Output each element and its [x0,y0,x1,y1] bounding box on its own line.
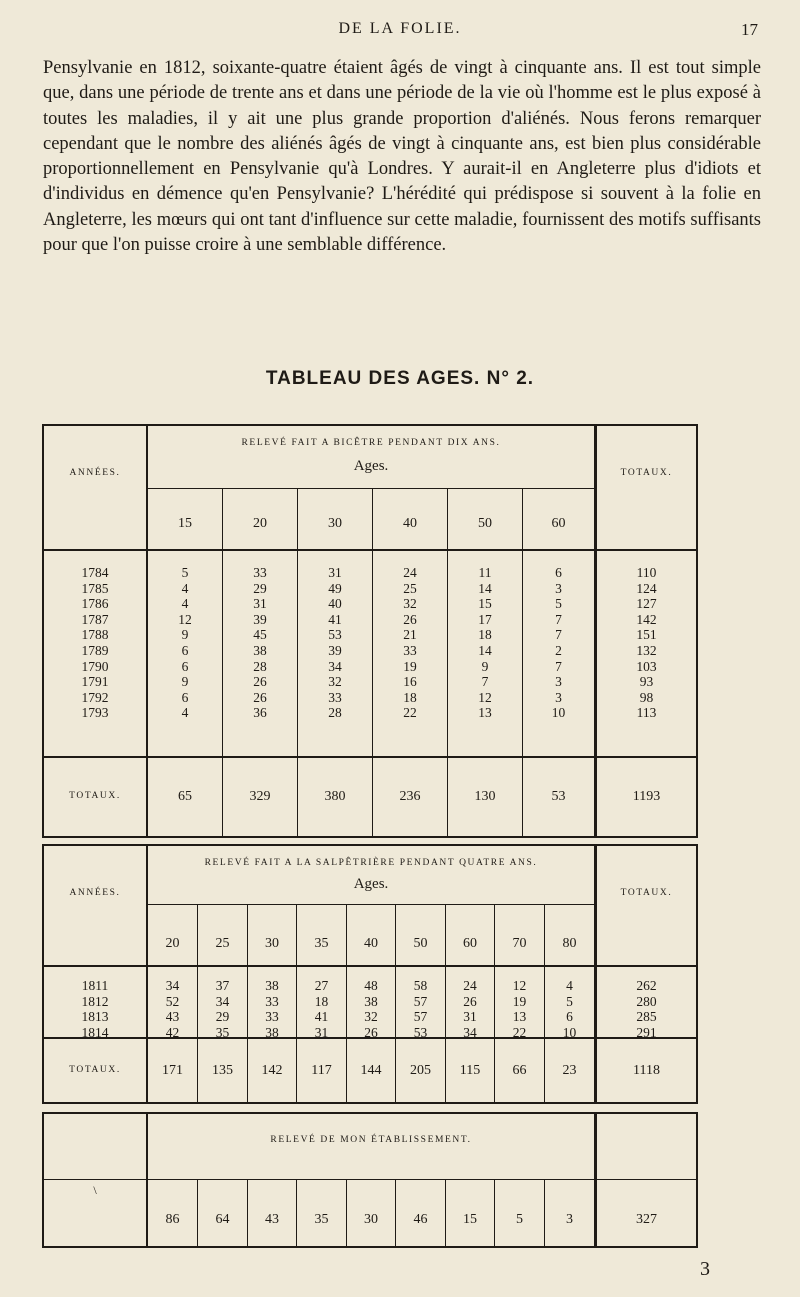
year-cell: 1791 [81,674,109,690]
age-header: 35 [314,936,329,951]
value-cell: 33 [265,993,279,1009]
row-total-cell: 98 [639,689,654,705]
value-cell: 6 [555,565,562,580]
column-total: 135 [212,1062,233,1078]
value-cell: 38 [253,642,267,658]
value-cell: 5 [181,565,189,580]
row-total-cell: 291 [636,1024,657,1040]
age-header: 20 [253,516,267,531]
paragraph-text: Pensylvanie en 1812, soixante-quatre étaient âgés de vingt à cinquante ans. Il est tout simple que, dans une période de trente ans et dans une période de la vie où l'homme est le plus exposé à toutes les maladies, il y ait une plus grande proportion d'aliénés. Nous ferons remarquer cependant que le nombre des aliénés âgés de vingt à cinquante ans, est bien plus considérable proportionnellement en Pensylvanie qu'à Londres. Y aurait-il en Angleterre plus d'idiots et d'individus en démence qu'en Pensylvanie? L'hérédité qui prédispose si souvent à la folie en Angleterre, les mœurs qui ont tant d'influence sur cette maladie, fournissent des motifs suffisants pour que l'on puisse croire à une semblable différence. [43,58,761,256]
value-cell: 6 [566,1009,573,1025]
table-title: TABLEAU DES AGES. N° 2. [265,368,535,389]
age-header: 25 [215,936,230,951]
year-cell: 1785 [81,580,109,596]
value-cell: 41 [314,1009,329,1025]
value-cell: 31 [314,1024,329,1040]
column-total: 66 [512,1062,527,1078]
value-cell: 4 [181,596,189,612]
value-cell: 26 [403,611,417,627]
table-caption: RELEVÉ FAIT A LA SALPÊTRIÈRE PENDANT QUATRE ANS. [204,858,538,869]
age-header: 20 [165,936,180,951]
age-header: 30 [265,936,279,951]
value-cell: 28 [253,658,267,674]
column-total: 115 [459,1062,481,1078]
value-cell: 12 [178,611,192,627]
value-cell: 7 [555,627,562,643]
totals-column-header: TOTAUX. [620,888,673,899]
value-cell: 57 [413,1009,428,1025]
value-cell: 40 [328,596,342,612]
value-cell: 27 [314,978,329,993]
value-cell: 18 [314,993,329,1009]
value-cell: 24 [403,565,417,580]
value-cell: 3 [555,689,562,705]
year-cell: 1788 [81,627,109,643]
year-cell: 1784 [81,565,109,580]
value-cell: 14 [478,642,492,658]
column-total: 171 [162,1062,183,1078]
value-cell: 11 [478,565,492,580]
year-cell: 1792 [81,689,109,705]
age-header: 60 [551,516,566,531]
value-cell: 10 [562,1024,577,1040]
year-cell: 1786 [81,596,109,612]
year-cell: 1813 [81,1009,109,1025]
column-total: 380 [324,789,346,804]
value-cell: 15 [478,596,492,612]
value-cell: 53 [413,1024,428,1040]
bicetre-table [42,424,698,838]
page-header [0,20,800,44]
age-column-25 [198,978,247,1040]
table-caption: RELEVÉ FAIT A BICÊTRE PENDANT DIX ANS. [241,438,501,449]
value-cell: 16 [403,674,417,690]
value-cell: 21 [403,627,417,643]
value-cell: 37 [215,978,230,993]
year-cell: 1812 [81,993,109,1009]
totals-column-header: TOTAUX. [620,468,673,479]
column-total: 65 [178,789,192,804]
column-total: 329 [249,789,271,804]
age-column-50 [448,565,522,721]
value-cell: 64 [215,1212,230,1227]
value-cell: 3 [566,1212,573,1227]
age-column-20 [223,565,297,721]
value-cell: 39 [328,642,342,658]
table-caption: RELEVÉ DE MON ÉTABLISSEMENT. [270,1135,472,1146]
value-cell: 39 [253,611,267,627]
value-cell: 22 [403,705,417,721]
grand-total: 1118 [633,1062,660,1078]
value-cell: 7 [555,611,562,627]
value-cell: 33 [403,642,417,658]
value-cell: 24 [463,978,477,993]
age-header: 15 [178,516,192,531]
value-cell: 12 [478,689,492,705]
value-cell: 31 [253,596,267,612]
value-cell: 5 [566,993,573,1009]
age-column-40 [373,565,447,721]
row-total-cell: 132 [636,642,657,658]
value-cell: 7 [555,658,562,674]
value-cell: 12 [512,978,527,993]
value-cell: 35 [215,1024,230,1040]
value-cell: 29 [215,1009,230,1025]
year-cell: 1814 [81,1024,109,1040]
value-cell: 31 [328,565,342,580]
age-column-30 [298,565,372,721]
grand-total: 327 [636,1212,657,1227]
value-cell: 33 [253,565,267,580]
age-column-30 [248,978,296,1040]
value-cell: 26 [253,689,267,705]
value-cell: 9 [181,674,189,690]
value-cell: 57 [413,993,428,1009]
row-total-cell: 124 [636,580,657,596]
signature-mark: 3 [700,1258,710,1280]
row-totals-column [597,978,696,1040]
column-total: 23 [562,1062,577,1078]
value-cell: 45 [253,627,267,643]
value-cell: 28 [328,705,342,721]
value-cell: 4 [181,705,189,721]
value-cell: 36 [253,705,267,721]
value-cell: 32 [403,596,417,612]
year-cell: 1790 [81,658,109,674]
row-total-cell: 285 [636,1009,657,1025]
value-cell: 5 [516,1212,523,1227]
value-cell: 19 [512,993,527,1009]
age-column-80 [545,978,594,1040]
value-cell: 25 [403,580,417,596]
value-cell: 3 [555,580,562,596]
age-header: 50 [413,936,428,951]
row-total-cell: 127 [636,596,657,612]
value-cell: 34 [463,1024,477,1040]
value-cell: 38 [364,993,378,1009]
column-total: 144 [360,1062,382,1078]
value-cell: 13 [512,1009,527,1025]
value-cell: 32 [328,674,342,690]
years-column [44,565,146,721]
years-column-header: ANNÉES. [69,888,121,899]
row-total-cell: 93 [639,674,654,690]
value-cell: 26 [364,1024,378,1040]
years-column [44,978,146,1040]
row-total-cell: 151 [636,627,657,643]
grand-total: 1193 [632,789,661,804]
age-header: 70 [512,936,527,951]
value-cell: 53 [328,627,342,643]
years-column-header: ANNÉES. [69,468,121,479]
value-cell: 34 [328,658,342,674]
year-cell: 1811 [81,978,109,993]
value-cell: 42 [165,1024,180,1040]
age-header: 80 [562,936,577,951]
row-totals-column [597,565,696,721]
value-cell: 9 [181,627,189,643]
ages-label: Ages. [353,875,389,892]
row-total-cell: 113 [636,705,657,721]
value-cell: 46 [413,1212,428,1227]
value-cell: 86 [165,1212,180,1227]
column-total: 117 [311,1062,332,1078]
value-cell: 52 [165,993,180,1009]
year-cell: 1787 [81,611,109,627]
column-total: 142 [261,1062,283,1078]
value-cell: 34 [165,978,180,993]
value-cell: 22 [512,1024,527,1040]
value-cell: 34 [215,993,230,1009]
value-cell: 43 [165,1009,180,1025]
ages-label: Ages. [353,457,389,474]
body-paragraph [43,56,761,258]
value-cell: 2 [555,642,562,658]
age-column-70 [495,978,544,1040]
age-column-20 [148,978,197,1040]
value-cell: 26 [463,993,477,1009]
value-cell: 30 [364,1212,378,1227]
value-cell: 41 [328,611,342,627]
column-total: 205 [410,1062,431,1078]
value-cell: 32 [364,1009,378,1025]
age-column-15 [148,565,222,721]
totals-row-label: TOTAUX. [69,791,121,802]
row-total-cell: 262 [636,978,657,993]
value-cell: 26 [253,674,267,690]
age-header: 30 [328,516,342,531]
value-cell: 19 [403,658,417,674]
value-cell: 38 [265,978,279,993]
age-column-60 [446,978,494,1040]
row-total-cell: 103 [636,658,657,674]
column-total: 53 [551,789,566,804]
value-cell: 4 [566,978,573,993]
value-cell: 3 [555,674,562,690]
value-cell: 33 [328,689,342,705]
value-cell: 10 [551,705,566,721]
year-cell: 1789 [81,642,109,658]
row-total-cell: 110 [636,565,657,580]
salpetriere-table [42,844,698,1104]
age-header: 40 [364,936,378,951]
value-cell: 58 [413,978,428,993]
value-cell: 17 [478,611,492,627]
value-cell: 4 [181,580,189,596]
value-cell: 15 [463,1212,477,1227]
value-cell: 48 [364,978,378,993]
running-title: DE LA FOLIE. [338,20,462,37]
column-total: 236 [399,789,421,804]
row-total-cell: 280 [636,993,657,1009]
page-number: 17 [741,20,758,39]
value-cell: 6 [181,658,189,674]
age-column-35 [297,978,346,1040]
value-cell: 6 [181,689,189,705]
age-header: 40 [403,516,417,531]
value-cell: 13 [478,705,492,721]
value-cell: 49 [328,580,342,596]
value-cell: 5 [555,596,562,612]
age-column-60 [523,565,594,721]
year-cell: 1793 [81,705,109,721]
totals-row-label: TOTAUX. [69,1064,121,1075]
value-cell: 7 [481,674,489,690]
value-cell: 35 [314,1212,329,1227]
column-total: 130 [474,789,496,804]
row-total-cell: 142 [636,611,657,627]
value-cell: 29 [253,580,267,596]
value-cell: 33 [265,1009,279,1025]
corner-mark: \ [93,1183,97,1197]
value-cell: 9 [481,658,489,674]
value-cell: 43 [265,1212,279,1227]
age-column-50 [396,978,445,1040]
value-cell: 6 [181,642,189,658]
value-cell: 14 [478,580,492,596]
age-column-40 [347,978,395,1040]
age-header: 50 [478,516,492,531]
value-cell: 18 [403,689,417,705]
value-cell: 18 [478,627,492,643]
value-cell: 38 [265,1024,279,1040]
value-cell: 31 [463,1009,477,1025]
establishment-table [42,1112,698,1248]
age-header: 60 [463,936,477,951]
